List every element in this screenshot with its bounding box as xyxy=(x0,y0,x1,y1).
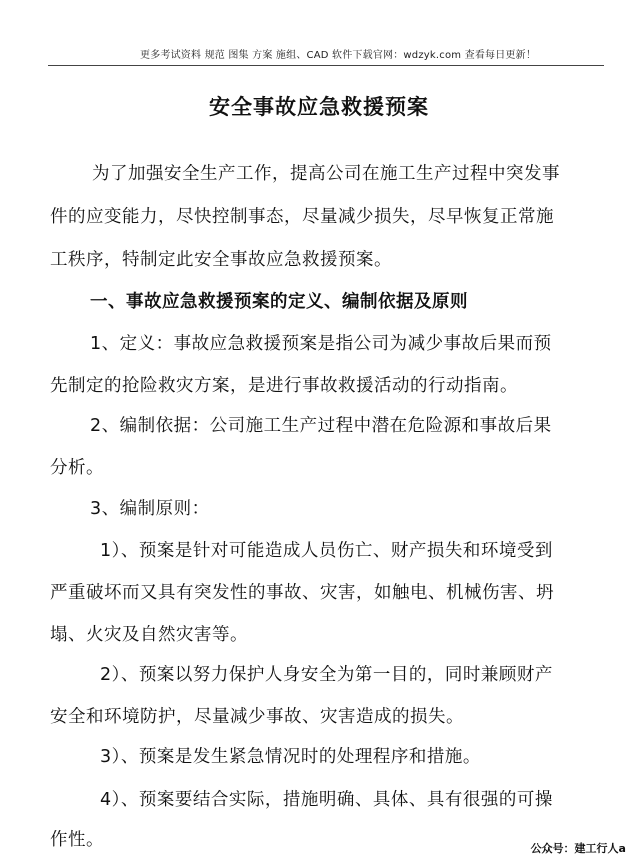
intro-line-1: 为了加强安全生产工作，提高公司在施工生产过程中突发事 xyxy=(92,164,560,184)
intro-line-2: 件的应变能力，尽快控制事态，尽量减少损失，尽早恢复正常施 xyxy=(50,207,554,227)
principles-heading: 3、编制原则： xyxy=(90,499,210,519)
document-title: 安全事故应急救援预案 xyxy=(209,95,429,119)
basis-line-2: 分析。 xyxy=(50,458,104,478)
definition-line-1: 1、定义：事故应急救援预案是指公司为减少事故后果而预 xyxy=(90,334,552,354)
principle-4-line-2: 作性。 xyxy=(50,830,104,850)
principle-4-line-1: 4）、预案要结合实际，措施明确、具体、具有很强的可操 xyxy=(100,790,553,810)
principle-1-line-1: 1）、预案是针对可能造成人员伤亡、财产损失和环境受到 xyxy=(100,541,553,561)
principle-3-line-1: 3）、预案是发生紧急情况时的处理程序和措施。 xyxy=(100,747,481,767)
definition-line-2: 先制定的抢险救灾方案，是进行事故救援活动的行动指南。 xyxy=(50,376,518,396)
principle-2-line-1: 2）、预案以努力保护人身安全为第一目的，同时兼顾财产 xyxy=(100,665,553,685)
basis-line-1: 2、编制依据：公司施工生产过程中潜在危险源和事故后果 xyxy=(90,416,552,436)
principle-2-line-2: 安全和环境防护，尽量减少事故、灾害造成的损失。 xyxy=(50,707,464,727)
header-divider xyxy=(48,65,604,66)
section-heading: 一、事故应急救援预案的定义、编制依据及原则 xyxy=(90,292,468,312)
intro-line-3: 工秩序，特制定此安全事故应急救援预案。 xyxy=(50,250,392,270)
site-header-banner: 更多考试资料 规范 图集 方案 施组、CAD 软件下载官网：wdzyk.com 查看每日更新！ xyxy=(140,50,537,61)
principle-1-line-3: 塌、火灾及自然灾害等。 xyxy=(50,625,248,645)
principle-1-line-2: 严重破坏而又具有突发性的事故、灾害，如触电、机械伤害、坍 xyxy=(50,583,554,603)
footer-watermark: 公众号：建工行人a xyxy=(530,842,626,855)
